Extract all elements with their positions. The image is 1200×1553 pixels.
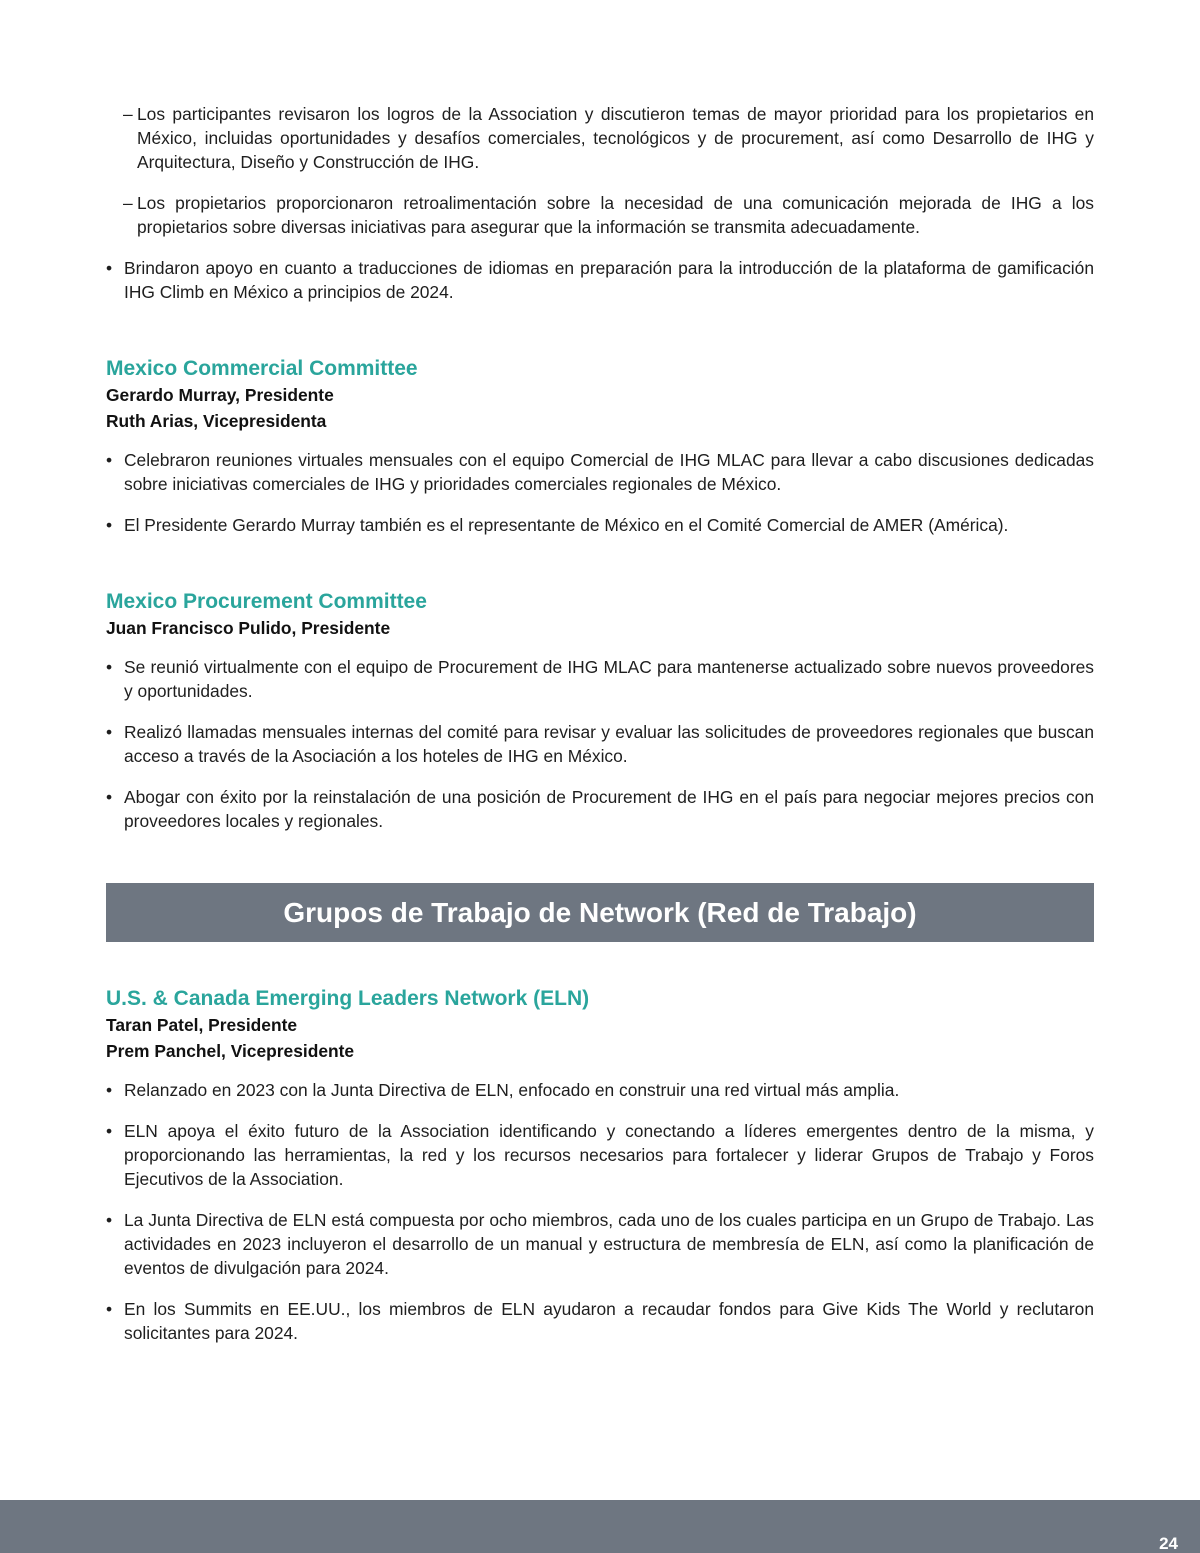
list-item-text: Los propietarios proporcionaron retroalimentación sobre la necesidad de una comunicación mejorada de IHG a los propietarios sobre diversas iniciativas para asegurar que la información se transmita adecuadamente. bbox=[137, 193, 1094, 237]
list-item-text: Relanzado en 2023 con la Junta Directiva de ELN, enfocado en construir una red virtual más amplia. bbox=[124, 1080, 900, 1100]
list-item-text: La Junta Directiva de ELN está compuesta por ocho miembros, cada uno de los cuales participa en un Grupo de Trabajo. Las actividades en 2023 incluyeron el desarrollo de un manual y estructura de membresía de ELN, así como la planificación de eventos de divulgación para 2024. bbox=[124, 1210, 1094, 1278]
list-item-text: Brindaron apoyo en cuanto a traducciones de idiomas en preparación para la introducción de la plataforma de gamificación IHG Climb en México a principios de 2024. bbox=[124, 258, 1094, 302]
bullet-marker: • bbox=[106, 722, 113, 742]
list-item bbox=[106, 1119, 1094, 1191]
list-item-text: Celebraron reuniones virtuales mensuales con el equipo Comercial de IHG MLAC para llevar a cabo discusiones dedicadas sobre iniciativas comerciales de IHG y prioridades comerciales regionales de México. bbox=[124, 450, 1094, 494]
list-item-text: En los Summits en EE.UU., los miembros de ELN ayudaron a recaudar fondos para Give Kids The World y reclutaron solicitantes para 2024. bbox=[124, 1299, 1094, 1343]
procurement-committee-section bbox=[106, 589, 1094, 833]
section-title: Mexico Procurement Committee bbox=[106, 590, 427, 613]
bullet-marker: • bbox=[106, 450, 113, 470]
officer-name: Taran Patel, Presidente bbox=[106, 1015, 298, 1035]
officer-name: Prem Panchel, Vicepresidente bbox=[106, 1041, 355, 1061]
list-item-text: Los participantes revisaron los logros de la Association y discutieron temas de mayor prioridad para los propietarios en México, incluidas oportunidades y desafíos comerciales, tecnológicos y de procurement, así como Desarrollo de IHG y Arquitectura, Diseño y Construcción de IHG. bbox=[137, 104, 1094, 172]
list-item-text: El Presidente Gerardo Murray también es el representante de México en el Comité Comercial de AMER (América). bbox=[124, 515, 1009, 535]
officers-list bbox=[106, 615, 1094, 641]
commercial-committee-section bbox=[106, 356, 1094, 537]
dash-marker: – bbox=[123, 104, 133, 124]
bullet-marker: • bbox=[106, 1299, 113, 1319]
list-item bbox=[106, 256, 1094, 304]
banner-title: Grupos de Trabajo de Network (Red de Trabajo) bbox=[283, 896, 917, 928]
officer-name: Juan Francisco Pulido, Presidente bbox=[106, 618, 391, 638]
bullet-marker: • bbox=[106, 657, 113, 677]
officers-list bbox=[106, 1012, 1094, 1064]
page-content bbox=[106, 102, 1094, 1362]
section-banner bbox=[106, 883, 1094, 942]
list-item bbox=[106, 720, 1094, 768]
list-item-text: ELN apoya el éxito futuro de la Association identificando y conectando a líderes emergentes dentro de la misma, y proporcionando las herramientas, la red y los recursos necesarios para fortalecer y liderar Grupos de Trabajo y Foros Ejecutivos de la Association. bbox=[124, 1121, 1094, 1189]
bullet-marker: • bbox=[106, 258, 113, 278]
officer-name: Ruth Arias, Vicepresidenta bbox=[106, 411, 327, 431]
dash-marker: – bbox=[123, 193, 133, 213]
list-item bbox=[106, 448, 1094, 496]
list-item bbox=[106, 102, 1094, 174]
list-item-text: Se reunió virtualmente con el equipo de Procurement de IHG MLAC para mantenerse actualizado sobre nuevos proveedores y oportunidades. bbox=[124, 657, 1094, 701]
bullet-marker: • bbox=[106, 1080, 113, 1100]
list-item bbox=[106, 513, 1094, 537]
section-title: Mexico Commercial Committee bbox=[106, 357, 418, 380]
bullet-marker: • bbox=[106, 515, 113, 535]
list-item-text: Abogar con éxito por la reinstalación de una posición de Procurement de IHG en el país para negociar mejores precios con proveedores locales y regionales. bbox=[124, 787, 1094, 831]
list-item bbox=[106, 1208, 1094, 1280]
list-item bbox=[106, 191, 1094, 239]
page-number: 24 bbox=[1159, 1534, 1178, 1553]
bullet-marker: • bbox=[106, 787, 113, 807]
eln-section bbox=[106, 986, 1094, 1345]
bullet-marker: • bbox=[106, 1121, 113, 1141]
officers-list bbox=[106, 382, 1094, 434]
list-item bbox=[106, 1078, 1094, 1102]
bullet-marker: • bbox=[106, 1210, 113, 1230]
intro-section bbox=[106, 102, 1094, 304]
list-item-text: Realizó llamadas mensuales internas del comité para revisar y evaluar las solicitudes de proveedores regionales que buscan acceso a través de la Asociación a los hoteles de IHG en México. bbox=[124, 722, 1094, 766]
list-item bbox=[106, 785, 1094, 833]
list-item bbox=[106, 655, 1094, 703]
list-item bbox=[106, 1297, 1094, 1345]
section-title: U.S. & Canada Emerging Leaders Network (ELN) bbox=[106, 987, 590, 1010]
officer-name: Gerardo Murray, Presidente bbox=[106, 385, 334, 405]
page-footer bbox=[0, 1500, 1200, 1553]
